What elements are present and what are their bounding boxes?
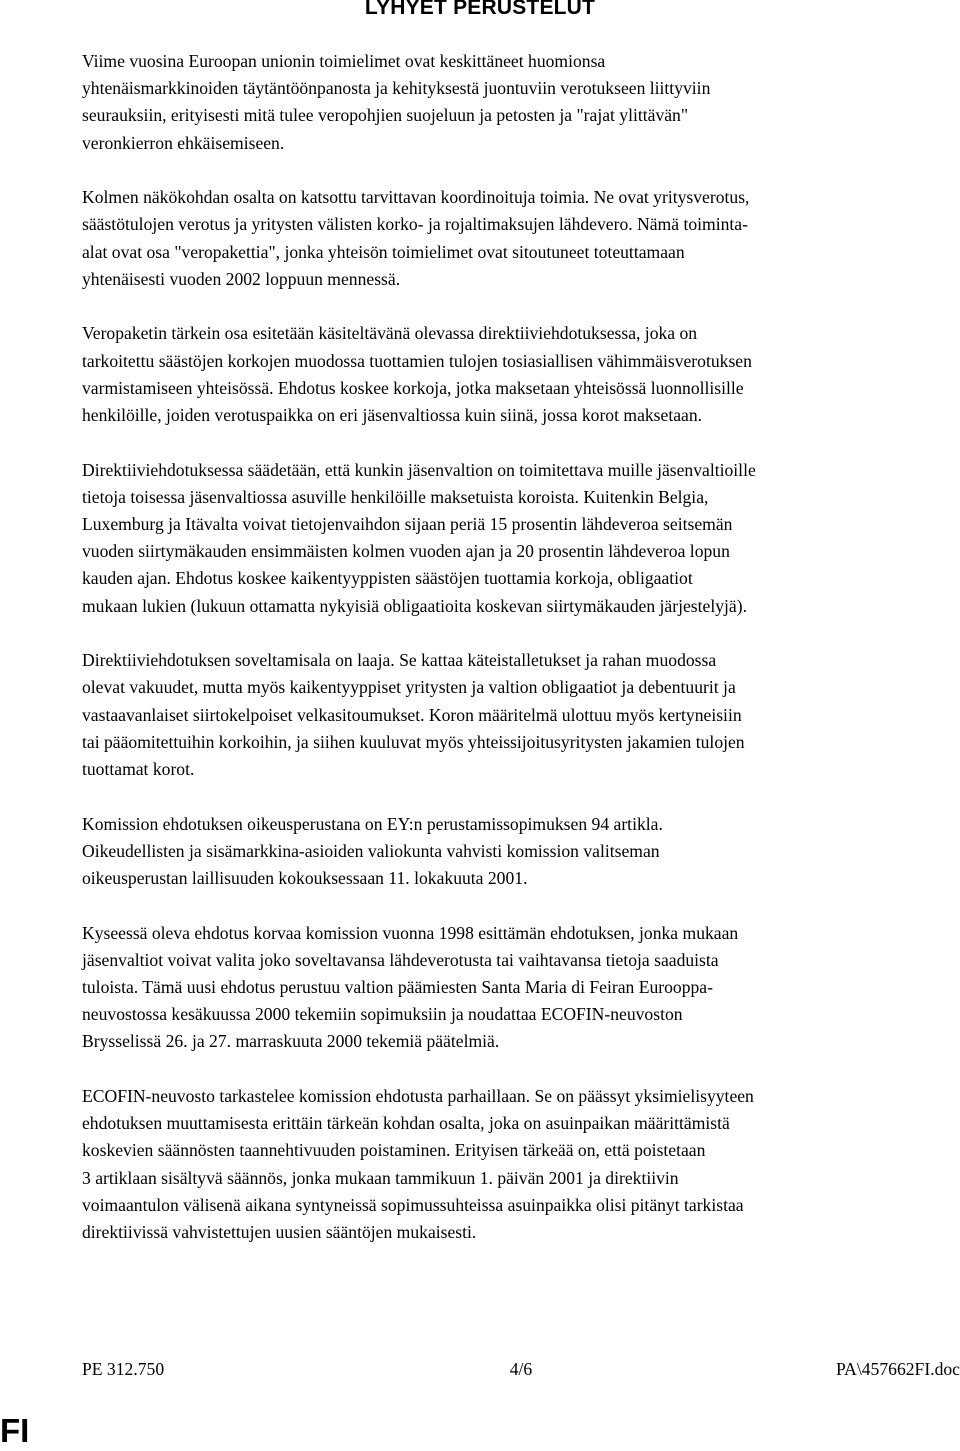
- text-line: tuloista. Tämä uusi ehdotus perustuu valtion päämiesten Santa Maria di Feiran Eurooppa-: [82, 977, 713, 998]
- text-line: tietoja toisessa jäsenvaltiossa asuville henkilöille maksetuista koroista. Kuitenkin Belgia,: [82, 486, 709, 507]
- text-line: olevat vakuudet, mutta myös kaikentyyppiset yritysten ja valtion obligaatiot ja debentuurit ja: [82, 677, 736, 698]
- paragraph-1: [82, 48, 960, 157]
- page-footer: [82, 1356, 960, 1383]
- text-line: vuoden siirtymäkauden ensimmäisten kolmen vuoden ajan ja 20 prosentin lähdeveroa lopun: [82, 541, 730, 562]
- text-line: Komission ehdotuksen oikeusperustana on EY:n perustamissopimuksen 94 artikla.: [82, 813, 663, 834]
- text-line: voimaantulon välisenä aikana syntyneissä sopimussuhteissa asuinpaikka olisi pitänyt tarkistaa: [82, 1194, 744, 1215]
- text-line: Brysselissä 26. ja 27. marraskuuta 2000 tekemiä päätelmiä.: [82, 1031, 500, 1052]
- text-line: seurauksiin, erityisesti mitä tulee veropohjien suojeluun ja petosten ja "rajat ylittävän": [82, 105, 689, 126]
- text-line: alat ovat osa "veropakettia", jonka yhteisön toimielimet ovat sitoutuneet toteuttamaan: [82, 241, 685, 262]
- text-line: kauden ajan. Ehdotus koskee kaikentyyppisten säästöjen tuottamia korkoja, obligaatiot: [82, 568, 693, 589]
- text-line: 3 artiklaan sisältyvä säännös, jonka mukaan tammikuun 1. päivän 2001 ja direktiivin: [82, 1167, 679, 1188]
- text-line: Direktiiviehdotuksessa säädetään, että kunkin jäsenvaltion on toimitettava muille jäsenvaltioille: [82, 459, 756, 480]
- paragraph-2: [82, 184, 960, 293]
- page-title: LYHYET PERUSTELUT: [364, 0, 596, 19]
- text-line: yhtenäismarkkinoiden täytäntöönpanosta ja kehityksestä juontuviin verotukseen liittyviin: [82, 78, 711, 99]
- text-line: neuvostossa kesäkuussa 2000 tekemiin sopimuksiin ja noudattaa ECOFIN-neuvoston: [82, 1004, 683, 1025]
- text-line: vastaavanlaiset siirtokelpoiset velkasitoumukset. Koron määritelmä ulottuu myös kertyneisiin: [82, 704, 742, 725]
- paragraph-7: [82, 920, 960, 1056]
- text-line: direktiivissä vahvistettujen uusien sääntöjen mukaisesti.: [82, 1222, 477, 1243]
- text-line: veronkierron ehkäisemiseen.: [82, 132, 285, 153]
- page-number: 4/6: [509, 1359, 533, 1379]
- text-line: varmistamiseen yhteisössä. Ehdotus koskee korkoja, jotka maksetaan yhteisössä luonnollisille: [82, 377, 744, 398]
- text-line: tuottamat korot.: [82, 759, 195, 780]
- text-line: mukaan lukien (lukuun ottamatta nykyisiä obligaatioita koskevan siirtymäkauden järjestelyjä).: [82, 595, 747, 616]
- file-reference: PA\457662FI.doc: [836, 1359, 960, 1379]
- paragraph-4: [82, 457, 960, 620]
- text-line: tai pääomitettuihin korkoihin, ja siihen kuuluvat myös yhteissijoitusyritysten jakamien tulojen: [82, 731, 745, 752]
- text-line: ECOFIN-neuvosto tarkastelee komission ehdotusta parhaillaan. Se on päässyt yksimielisyyteen: [82, 1086, 754, 1107]
- text-line: ehdotuksen muuttamisesta erittäin tärkeän kohdan osalta, joka on asuinpaikan määrittämistä: [82, 1113, 730, 1134]
- text-line: yhtenäisesti vuoden 2002 loppuun mennessä.: [82, 268, 401, 289]
- paragraph-8: [82, 1083, 960, 1246]
- paragraph-5: [82, 647, 960, 783]
- text-line: Viime vuosina Euroopan unionin toimielimet ovat keskittäneet huomionsa: [82, 51, 606, 71]
- text-line: säästötulojen verotus ja yritysten välisten korko- ja rojaltimaksujen lähdevero. Nämä toiminta-: [82, 214, 748, 235]
- text-line: jäsenvaltiot voivat valita joko soveltavansa lähdeverotusta tai vaihtavansa tietoja saaduista: [82, 949, 719, 970]
- text-line: Oikeudellisten ja sisämarkkina-asioiden valiokunta vahvisti komission valitseman: [82, 840, 660, 861]
- text-line: Kolmen näkökohdan osalta on katsottu tarvittavan koordinoituja toimia. Ne ovat yritysverotus,: [82, 187, 750, 208]
- text-line: Veropaketin tärkein osa esitetään käsiteltävänä olevassa direktiiviehdotuksessa, joka on: [82, 323, 698, 344]
- text-line: tarkoitettu säästöjen korkojen muodossa tuottamien tulojen tosiasiallisen vähimmäisverotuksen: [82, 350, 752, 371]
- text-line: koskevien säännösten taannehtivuuden poistaminen. Erityisen tärkeää on, että poistetaan: [82, 1140, 706, 1161]
- paragraph-6: [82, 811, 960, 893]
- text-line: Direktiiviehdotuksen soveltamisala on laaja. Se kattaa käteistalletukset ja rahan muodossa: [82, 650, 717, 671]
- paragraph-3: [82, 320, 960, 429]
- text-line: Kyseessä oleva ehdotus korvaa komission vuonna 1998 esittämän ehdotuksen, jonka mukaan: [82, 922, 739, 943]
- language-code: FI: [0, 1412, 30, 1449]
- text-line: henkilöille, joiden verotuspaikka on eri jäsenvaltiossa kuin siinä, jossa korot maksetaan.: [82, 405, 703, 426]
- document-body: [82, 48, 960, 1274]
- text-line: Luxemburg ja Itävalta voivat tietojenvaihdon sijaan periä 15 prosentin lähdeveroa seitsemän: [82, 514, 733, 535]
- text-line: oikeusperustan laillisuuden kokouksessaan 11. lokakuuta 2001.: [82, 868, 528, 889]
- document-reference: PE 312.750: [82, 1359, 165, 1379]
